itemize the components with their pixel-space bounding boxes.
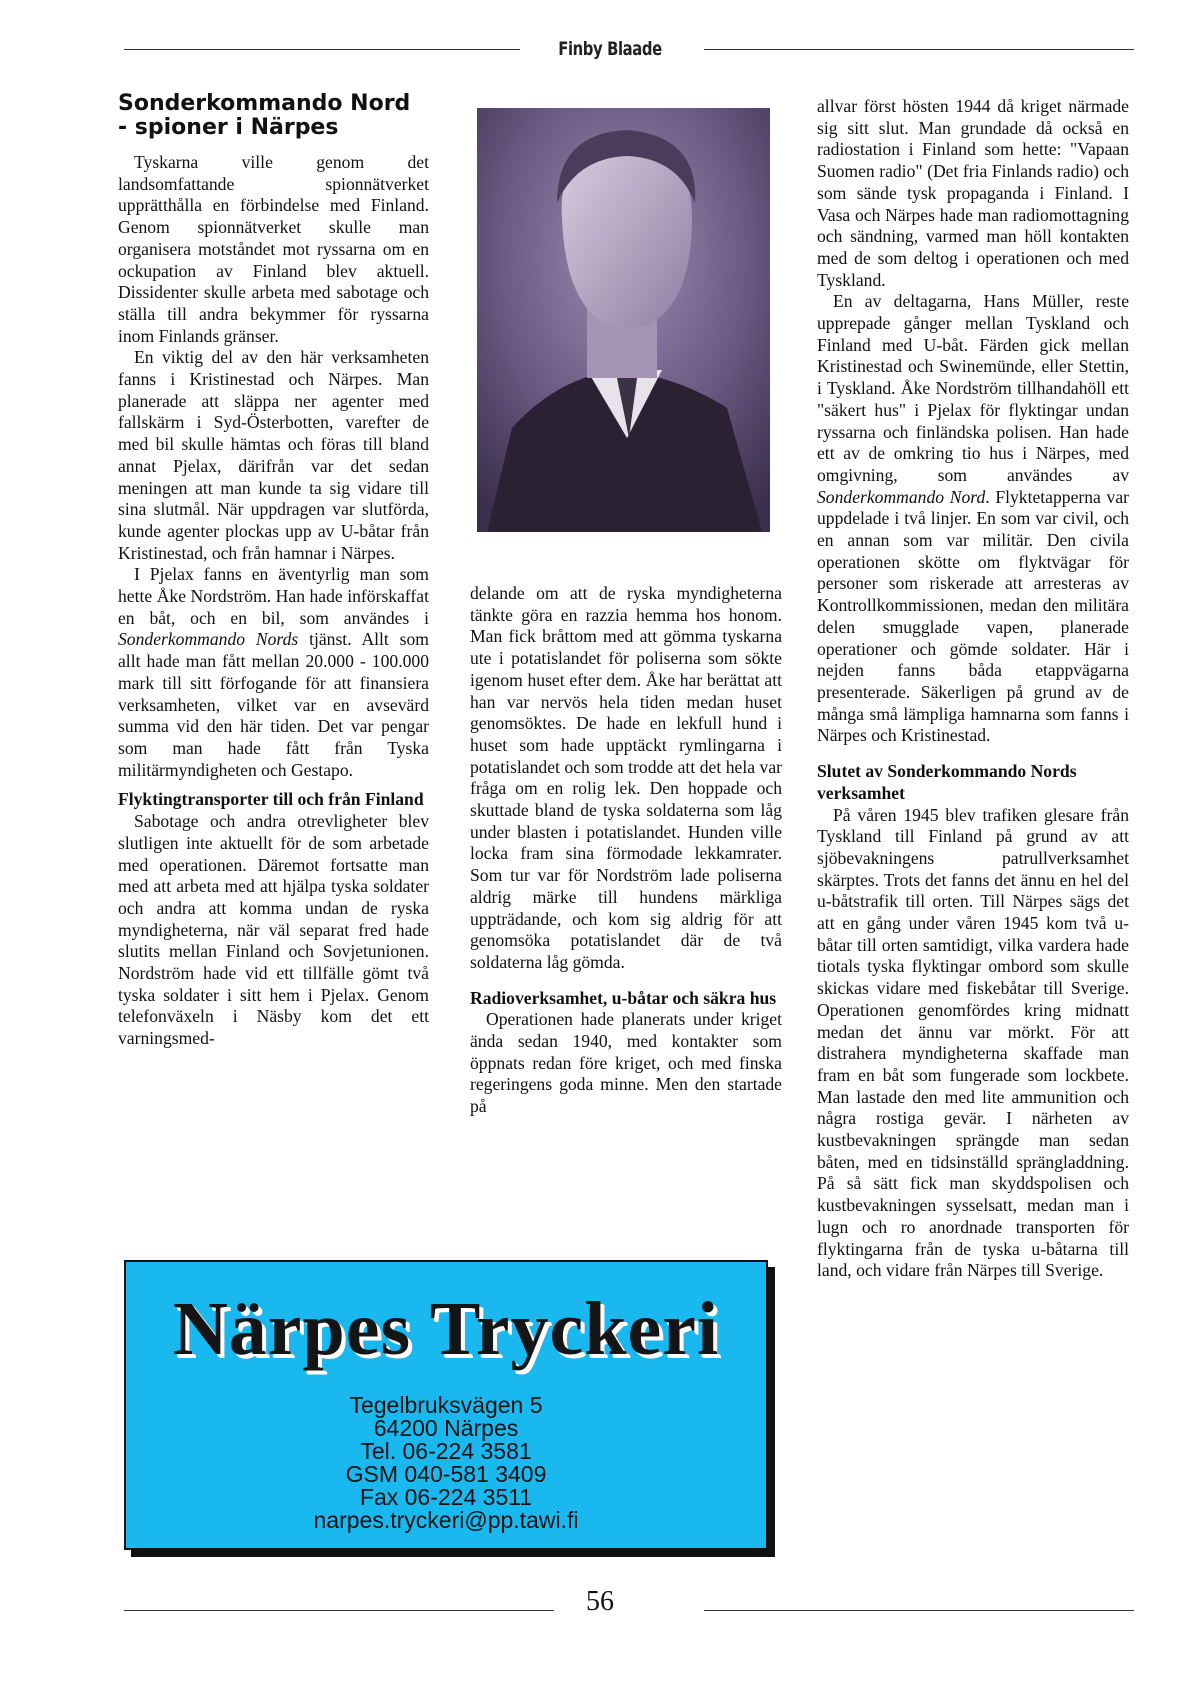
column-1 <box>118 152 429 1050</box>
header-rule-right <box>704 49 1134 50</box>
page-number: 56 <box>586 1586 614 1617</box>
column-2 <box>470 583 782 1118</box>
paragraph: Operationen hade planerats under kriget ända sedan 1940, med kontakter som öppnats redan före kriget, och med finska regeringens goda minne. Men den startade på <box>470 1009 782 1117</box>
ad-phone: Tel. 06-224 3581 <box>360 1438 532 1464</box>
ad-gsm: GSM 040-581 3409 <box>345 1461 547 1487</box>
section-heading: Slutet av Sonderkommando Nords verksamhet <box>817 761 1077 803</box>
footer-rule-left <box>124 1610 554 1611</box>
header-title: Finby Blaade <box>558 38 662 60</box>
footer-rule-right <box>704 1610 1134 1611</box>
paragraph: Sabotage och andra otrevligheter blev slutligen inte aktuellt för de som arbetade med operationen. Däremot fortsatte man med att arbeta med att hjälpa tyska soldater och andra att komma undan de ryska myndigheterna, när väl separat fred hade slutits mellan Finland och Sovjetunionen. Nordström hade vid ett tillfälle gömt två tyska soldater i sitt hem i Pjelax. Genom telefonväxeln i Näsby kom det ett varningsmed- <box>118 811 429 1049</box>
advertisement-box <box>124 1260 768 1550</box>
paragraph: delande om att de ryska myndigheterna tänkte göra en razzia hemma hos honom. Man fick bråttom med att gömma tyskarna ute i potatislandet för poliserna som sökte igenom huset efter dem. Åke har berättat att han var nervös hela tiden medan huset genomsöktes. De hade en lekfull hund i huset som hade upptäckt rymlingarna i potatislandet och som trodde att det hela var fråga om en rolig lek. Den hoppade och skuttade bland de tyska soldaterna som låg under blasten i potatislandet. Hunden ville locka fram sina förmodade lekkamrater. Som tur var för Nordström lade poliserna aldrig märke till hundens märkliga uppträdande, och kom sig aldrig för att genomsöka potatislandet där de två soldaterna låg gömda. <box>470 583 782 972</box>
paragraph: allvar först hösten 1944 då kriget närmade sig sitt slut. Man grundade då också en radiostation i Finland som hette: "Vapaan Suomen radio" (Det fria Finlands radio) och som sände tysk propaganda i Finland. I Vasa och Närpes hade man radiomottagning och sändning, varmed man höll kontakten med de som deltog i operationen och med Tyskland. <box>817 96 1129 290</box>
ad-postal: 64200 Närpes <box>373 1415 519 1441</box>
ad-email: narpes.tryckeri@pp.tawi.fi <box>313 1507 579 1533</box>
article-title-line1: Sonderkommando Nord <box>118 91 411 116</box>
ad-address: Tegelbruksvägen 5 <box>349 1392 543 1418</box>
ad-company-name: Närpes Tryckeri <box>172 1287 720 1371</box>
paragraph: En viktig del av den här verksamheten fanns i Kristinestad och Närpes. Man planerade att släppa ner agenter med fallskärm i Syd-Österbotten, varefter de med bil skulle hämtas och föras till bland annat Pjelax, därifrån var det sedan meningen att man kunde ta sig vidare till sina slutmål. När uppdragen var slutförda, kunde agenter plockas upp av U-båtar från Kristinestad, och från hamnar i Närpes. <box>118 347 429 563</box>
italic-name: Sonderkommando Nords <box>118 629 299 650</box>
paragraph: På våren 1945 blev trafiken glesare från Tyskland till Finland på grund av att sjöbevakningens patrullverksamhet skärptes. Trots det fanns det ännu en hel del u-båtstrafik till orten. Till Närpes sägs det att en gång under våren 1945 kom två u-båtar till orten samtidigt, vilka vardera hade tiotals tyska flyktingar ombord som skulle skickas vidare med fiskebåtar till Sverige. Operationen genomfördes kring midnatt medan det ännu var mörkt. För att distrahera myndigheterna skaffade man fram en båt som fungerade som lockbete. Man lastade den med lite ammunition och några rostiga gevär. I närheten av kustbevakningen sprängde man sedan båten, med en tidsinställd sprängladdning. På så sätt fick man skyddspolisen och kustbevakningen sysselsatt, medan man i lugn och ro anordnade transporten för flyktingarna från de tyska u-båtarna till land, och vidare från Närpes till Sverige. <box>817 804 1129 1281</box>
ad-fax: Fax 06-224 3511 <box>359 1484 533 1510</box>
section-heading: Flyktingtransporter till och från Finland <box>118 789 424 810</box>
paragraph: En av deltagarna, Hans Müller, reste upprepade gånger mellan Tyskland och Finland med U-båt. Färden gick mellan Kristinestad och Swinemünde, eller Stettin, i Tyskland. Åke Nordström tillhandahöll ett "säkert hus" i Pjelax för flyktingar undan ryssarna och finländska polisen. Han hade ett av de omkring tio hus i Närpes, med omgivning, som användes av Sonderkommando Nord. Flyktetapperna var uppdelade i två linjer. En som var civil, och en annan som var militär. Den civila operationen skötte om flyktvägar för personer som riskerade att arresteras av Kontrollkommissionen, medan den militära delen smugglade vapen, planerade operationer och gömde soldater. Här i nejden fanns båda etappvägarna presenterade. Säkerligen på grund av de många små lämpliga hamnarna som fanns i Närpes och Kristinestad. <box>817 291 1129 746</box>
paragraph: Tyskarna ville genom det landsomfattande spionnätverket upprätthålla en förbindelse med Finland. Genom spionnätverket skulle man organisera motståndet mot ryssarna om en ockupation av Finland blev aktuell. Dissidenter skulle arbeta med sabotage och ställa till andra bekymmer för ryssarna inom Finlands gränser. <box>118 152 429 346</box>
portrait-photo <box>477 108 770 532</box>
paragraph: I Pjelax fanns en äventyrlig man som hette Åke Nordström. Han hade införskaffat en båt, och en bil, som användes i Sonderkommando Nords tjänst. Allt som allt hade man fått mellan 20.000 - 100.000 mark till sitt förfogande för att finansiera verksamheten, vilket var en avsevärd summa vid den här tiden. Det var pengar som man hade fått från Tyska militärmyndigheten och Gestapo. <box>118 564 429 780</box>
header-rule-left <box>124 49 520 50</box>
section-heading: Radioverksamhet, u-båtar och säkra hus <box>470 987 777 1008</box>
column-3 <box>817 96 1129 1282</box>
italic-name: Sonderkommando Nord <box>817 486 986 507</box>
article-title-line2: - spioner i Närpes <box>118 115 339 140</box>
article-title <box>118 92 438 140</box>
portrait-illustration <box>477 108 770 532</box>
